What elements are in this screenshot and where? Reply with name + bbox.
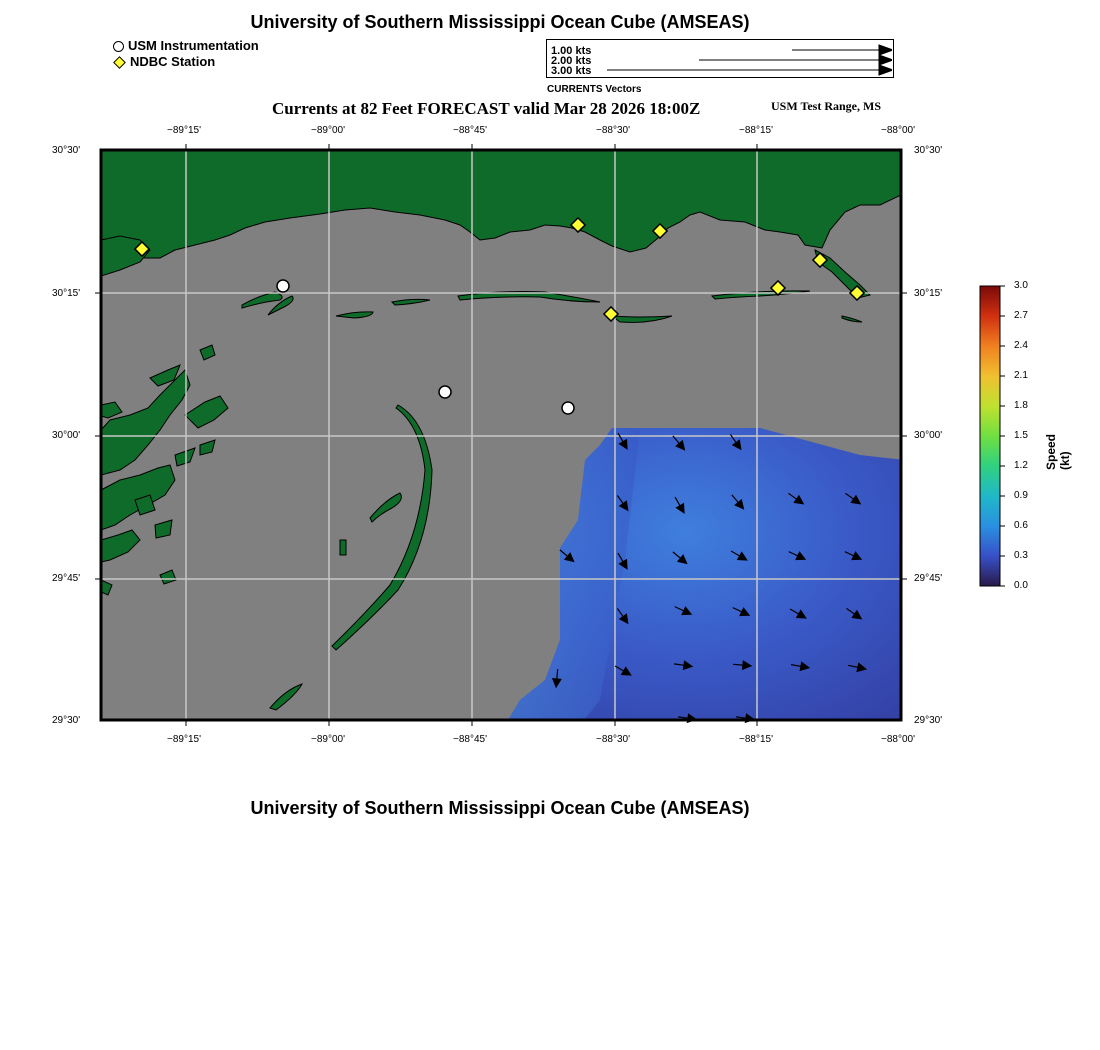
lon-label-top: −88°45': [453, 125, 487, 136]
colorbar-tick-label: 2.4: [1014, 340, 1028, 351]
colorbar-tick-label: 3.0: [1014, 280, 1028, 291]
colorbar-tick-label: 1.8: [1014, 400, 1028, 411]
vector-scale-label-2: 2.00 kts: [551, 55, 592, 67]
marsh-islands: [101, 345, 228, 595]
ndbc-station-marker[interactable]: [850, 286, 864, 300]
colorbar-tick-label: 1.2: [1014, 460, 1028, 471]
sea-area: [101, 150, 901, 720]
legend-ndbc-label: NDBC Station: [130, 54, 216, 69]
lon-label-top: −89°00': [311, 125, 345, 136]
usm-instrument-marker[interactable]: [277, 280, 289, 292]
chandeleur-islands: [332, 405, 432, 650]
ndbc-station-icon: [113, 56, 126, 69]
footer-title: University of Southern Mississippi Ocean Cube (AMSEAS): [250, 798, 750, 818]
barrier-island: [242, 292, 282, 308]
ndbc-station-marker[interactable]: [771, 281, 785, 295]
usm-instrumentation-icon: [113, 41, 124, 52]
page-title: University of Southern Mississippi Ocean Cube (AMSEAS): [250, 12, 750, 32]
speed-colorbar: [980, 286, 1000, 586]
lat-label-left: 30°30': [52, 145, 81, 156]
colorbar-tick-label: 2.7: [1014, 310, 1028, 321]
lon-label-top: −88°30': [596, 125, 630, 136]
map-frame: [101, 150, 901, 720]
vector-scale-arrows: [547, 40, 892, 76]
ndbc-station-marker[interactable]: [135, 242, 149, 256]
lat-label-left: 29°45': [52, 573, 81, 584]
lon-label-top: −88°00': [881, 125, 915, 136]
usm-instrument-marker[interactable]: [562, 402, 574, 414]
lat-label-left: 30°00': [52, 430, 81, 441]
frame-ticks: [95, 144, 907, 726]
vector-caption: CURRENTS Vectors: [547, 84, 642, 95]
colorbar-tick-label: 2.1: [1014, 370, 1028, 381]
legend: [113, 38, 259, 70]
vector-scale-label-1: 1.00 kts: [551, 45, 592, 57]
current-speed-field: [505, 428, 905, 725]
ndbc-station-marker[interactable]: [813, 253, 827, 267]
lon-label-bottom: −88°00': [881, 734, 915, 745]
graticule: [101, 150, 901, 720]
colorbar-tick-label: 0.3: [1014, 550, 1028, 561]
lat-label-right: 29°45': [914, 573, 943, 584]
lon-label-bottom: −88°45': [453, 734, 487, 745]
ndbc-station-marker[interactable]: [653, 224, 667, 238]
ndbc-station-marker[interactable]: [571, 218, 585, 232]
lon-label-top: −88°15': [739, 125, 773, 136]
current-vectors: [552, 431, 866, 723]
region-label: USM Test Range, MS: [771, 99, 882, 113]
lat-label-left: 30°15': [52, 288, 81, 299]
vector-scale-label-3: 3.00 kts: [551, 65, 592, 77]
legend-usm-label: USM Instrumentation: [128, 38, 259, 53]
mainland: [101, 150, 901, 275]
lat-label-right: 29°30': [914, 715, 943, 726]
lat-label-right: 30°15': [914, 288, 943, 299]
colorbar-tick-label: 0.0: [1014, 580, 1028, 591]
lon-label-bottom: −88°15': [739, 734, 773, 745]
lon-label-top: −89°15': [167, 125, 201, 136]
colorbar-tick-label: 0.6: [1014, 520, 1028, 531]
lat-label-right: 30°00': [914, 430, 943, 441]
map-subtitle: Currents at 82 Feet FORECAST valid Mar 28 2026 18:00Z: [272, 99, 701, 118]
colorbar-tick-label: 1.5: [1014, 430, 1028, 441]
lon-label-bottom: −89°15': [167, 734, 201, 745]
ndbc-station-marker[interactable]: [604, 307, 618, 321]
lon-label-bottom: −89°00': [311, 734, 345, 745]
vector-scale-box: [546, 39, 894, 78]
colorbar-tick-label: 0.9: [1014, 490, 1028, 501]
lat-label-right: 30°30': [914, 145, 943, 156]
usm-instrument-marker[interactable]: [439, 386, 451, 398]
lon-label-bottom: −88°30': [596, 734, 630, 745]
colorbar-title: Speed (kt): [1044, 433, 1072, 470]
lat-label-left: 29°30': [52, 715, 81, 726]
colorbar-ticks: [1000, 286, 1005, 586]
